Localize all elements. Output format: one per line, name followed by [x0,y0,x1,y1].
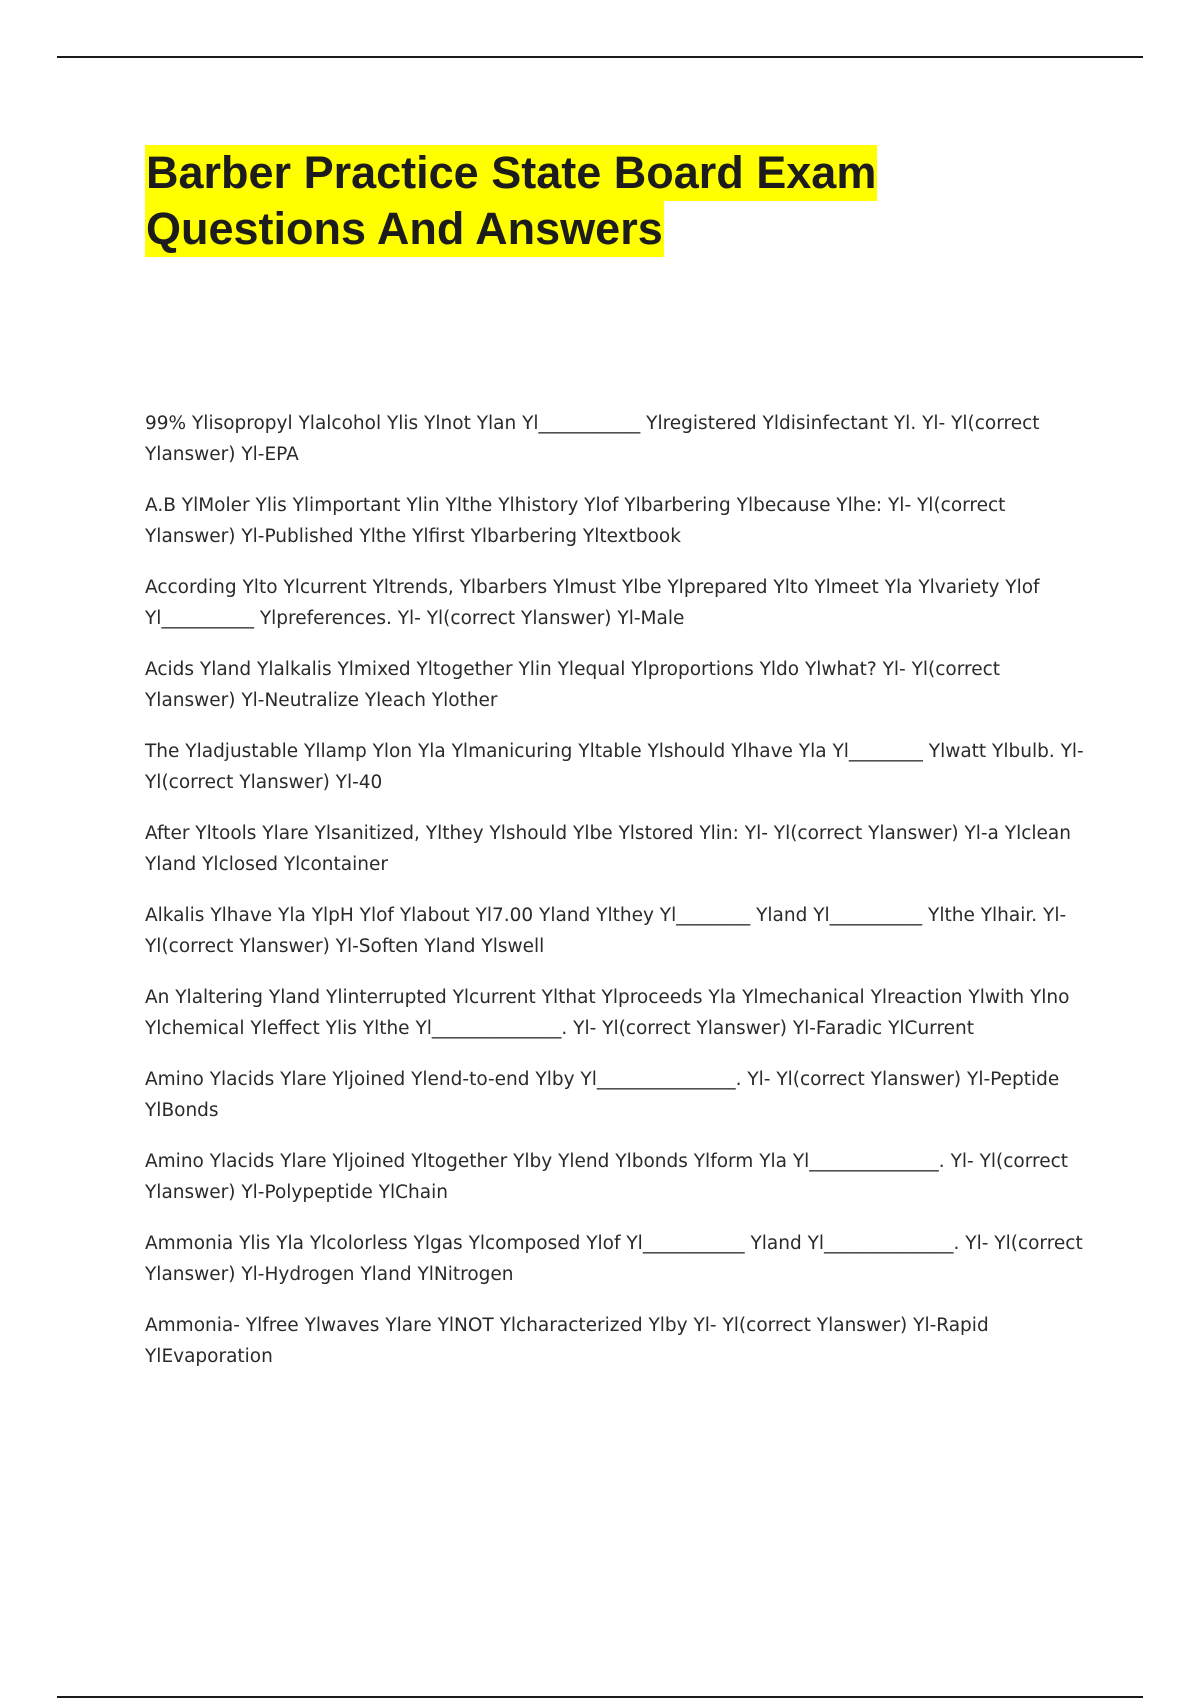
qa-item: An Ylaltering Yland Ylinterrupted Ylcurrent Ylthat Ylproceeds Yla Ylmechanical Ylreaction Ylwith Ylno Ylchemical Yleffect Ylis Ylthe Yl______________. Yl- Yl(correct Ylanswer) Yl-Faradic YlCurrent [145,987,1070,1039]
qa-item: Amino Ylacids Ylare Yljoined Ylend-to-end Ylby Yl_______________. Yl- Yl(correct Ylanswer) Yl-Peptide YlBonds [145,1069,1060,1121]
qa-item: 99% Ylisopropyl Ylalcohol Ylis Ylnot Ylan Yl___________ Ylregistered Yldisinfectant Yl. Yl- Yl(correct Ylanswer) Yl-EPA [145,413,1040,465]
document-title [145,145,1045,257]
qa-item: The Yladjustable Yllamp Ylon Yla Ylmanicuring Yltable Ylshould Ylhave Yla Yl________ Ylwatt Ylbulb. Yl- Yl(correct Ylanswer) Yl-40 [145,741,1084,793]
qa-item: Alkalis Ylhave Yla YlpH Ylof Ylabout Yl7.00 Yland Ylthey Yl________ Yland Yl__________ Ylthe Ylhair. Yl- Yl(correct Ylanswer) Yl-Soften Yland Ylswell [145,905,1067,957]
qa-item: According Ylto Ylcurrent Yltrends, Ylbarbers Ylmust Ylbe Ylprepared Ylto Ylmeet Yla Ylvariety Ylof Yl__________ Ylpreferences. Yl- Yl(correct Ylanswer) Yl-Male [145,577,1040,629]
qa-item: A.B YlMoler Ylis Ylimportant Ylin Ylthe Ylhistory Ylof Ylbarbering Ylbecause Ylhe: Yl- Yl(correct Ylanswer) Yl-Published Ylthe Ylfirst Ylbarbering Yltextbook [145,495,1006,547]
title-line-2: Questions And Answers [145,201,664,257]
qa-item: After Yltools Ylare Ylsanitized, Ylthey Ylshould Ylbe Ylstored Ylin: Yl- Yl(correct Ylanswer) Yl-a Ylclean Yland Ylclosed Ylcontainer [145,823,1071,875]
qa-item: Ammonia Ylis Yla Ylcolorless Ylgas Ylcomposed Ylof Yl___________ Yland Yl______________. Yl- Yl(correct Ylanswer) Yl-Hydrogen Yland YlNitrogen [145,1233,1083,1285]
qa-item: Acids Yland Ylalkalis Ylmixed Yltogether Ylin Ylequal Ylproportions Yldo Ylwhat? Yl- Yl(correct Ylanswer) Yl-Neutralize Yleach Ylother [145,659,1001,711]
bottom-rule [57,1696,1143,1698]
qa-item: Amino Ylacids Ylare Yljoined Yltogether Ylby Ylend Ylbonds Ylform Yla Yl______________. Yl- Yl(correct Ylanswer) Yl-Polypeptide YlChain [145,1151,1069,1203]
qa-item: Ammonia- Ylfree Ylwaves Ylare YlNOT Ylcharacterized Ylby Yl- Yl(correct Ylanswer) Yl-Rapid YlEvaporation [145,1315,989,1367]
question-answer-list [145,408,1090,1392]
title-line-1: Barber Practice State Board Exam [145,145,877,201]
top-rule [57,56,1143,58]
